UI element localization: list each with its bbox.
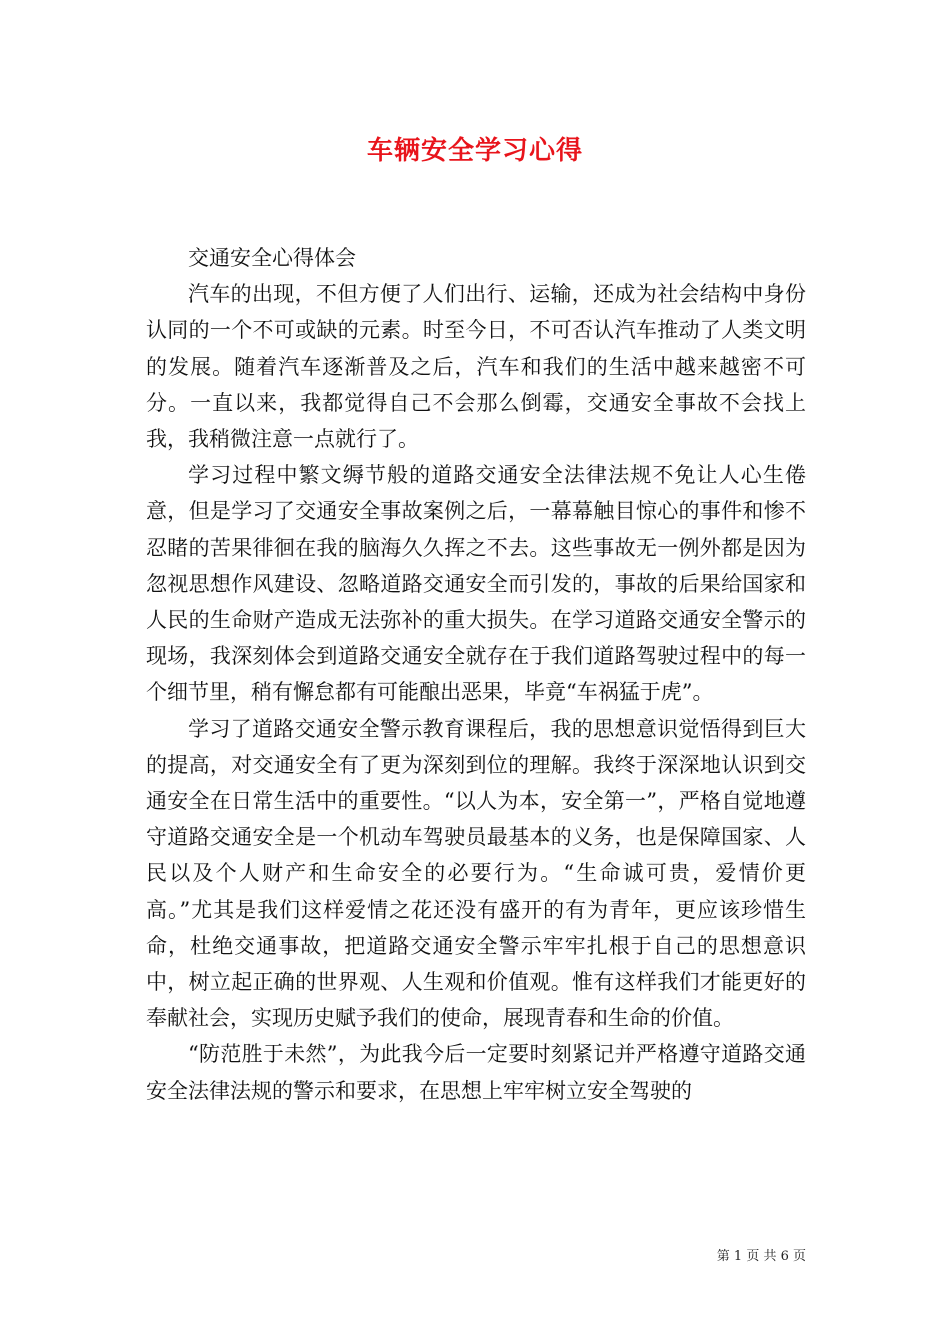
page-number-footer: 第 1 页 共 6 页 bbox=[716, 1249, 806, 1264]
document-body bbox=[146, 240, 806, 1109]
paragraph-2: 学习过程中繁文缛节般的道路交通安全法律法规不免让人心生倦意，但是学习了交通安全事故案例之后，一幕幕触目惊心的事件和惨不忍睹的苦果徘徊在我的脑海久久挥之不去。这些事故无一例外都是因为忽视思想作风建设、忽略道路交通安全而引发的，事故的后果给国家和人民的生命财产造成无法弥补的重大损失。在学习道路交通安全警示的现场，我深刻体会到道路交通安全就存在于我们道路驾驶过程中的每一个细节里，稍有懈怠都有可能酿出恶果，毕竟“车祸猛于虎”。 bbox=[146, 463, 806, 705]
paragraph-4: “防范胜于未然”，为此我今后一定要时刻紧记并严格遵守道路交通安全法律法规的警示和要求，在思想上牢牢树立安全驾驶的 bbox=[146, 1042, 806, 1103]
document-title: 车辆安全学习心得 bbox=[366, 136, 583, 166]
section-subheading: 交通安全心得体会 bbox=[188, 246, 356, 270]
paragraph-1: 汽车的出现，不但方便了人们出行、运输，还成为社会结构中身份认同的一个不可或缺的元素。时至今日，不可否认汽车推动了人类文明的发展。随着汽车逐渐普及之后，汽车和我们的生活中越来越密不可分。一直以来，我都觉得自己不会那么倒霉，交通安全事故不会找上我，我稍微注意一点就行了。 bbox=[146, 282, 806, 452]
paragraph-3: 学习了道路交通安全警示教育课程后，我的思想意识觉悟得到巨大的提高，对交通安全有了更为深刻到位的理解。我终于深深地认识到交通安全在日常生活中的重要性。“以人为本，安全第一”，严格自觉地遵守道路交通安全是一个机动车驾驶员最基本的义务，也是保障国家、人民以及个人财产和生命安全的必要行为。“生命诚可贵，爱情价更高。”尤其是我们这样爱情之花还没有盛开的有为青年，更应该珍惜生命，杜绝交通事故，把道路交通安全警示牢牢扎根于自己的思想意识中，树立起正确的世界观、人生观和价值观。惟有这样我们才能更好的奉献社会，实现历史赋予我们的使命，展现青春和生命的价值。 bbox=[146, 716, 806, 1031]
